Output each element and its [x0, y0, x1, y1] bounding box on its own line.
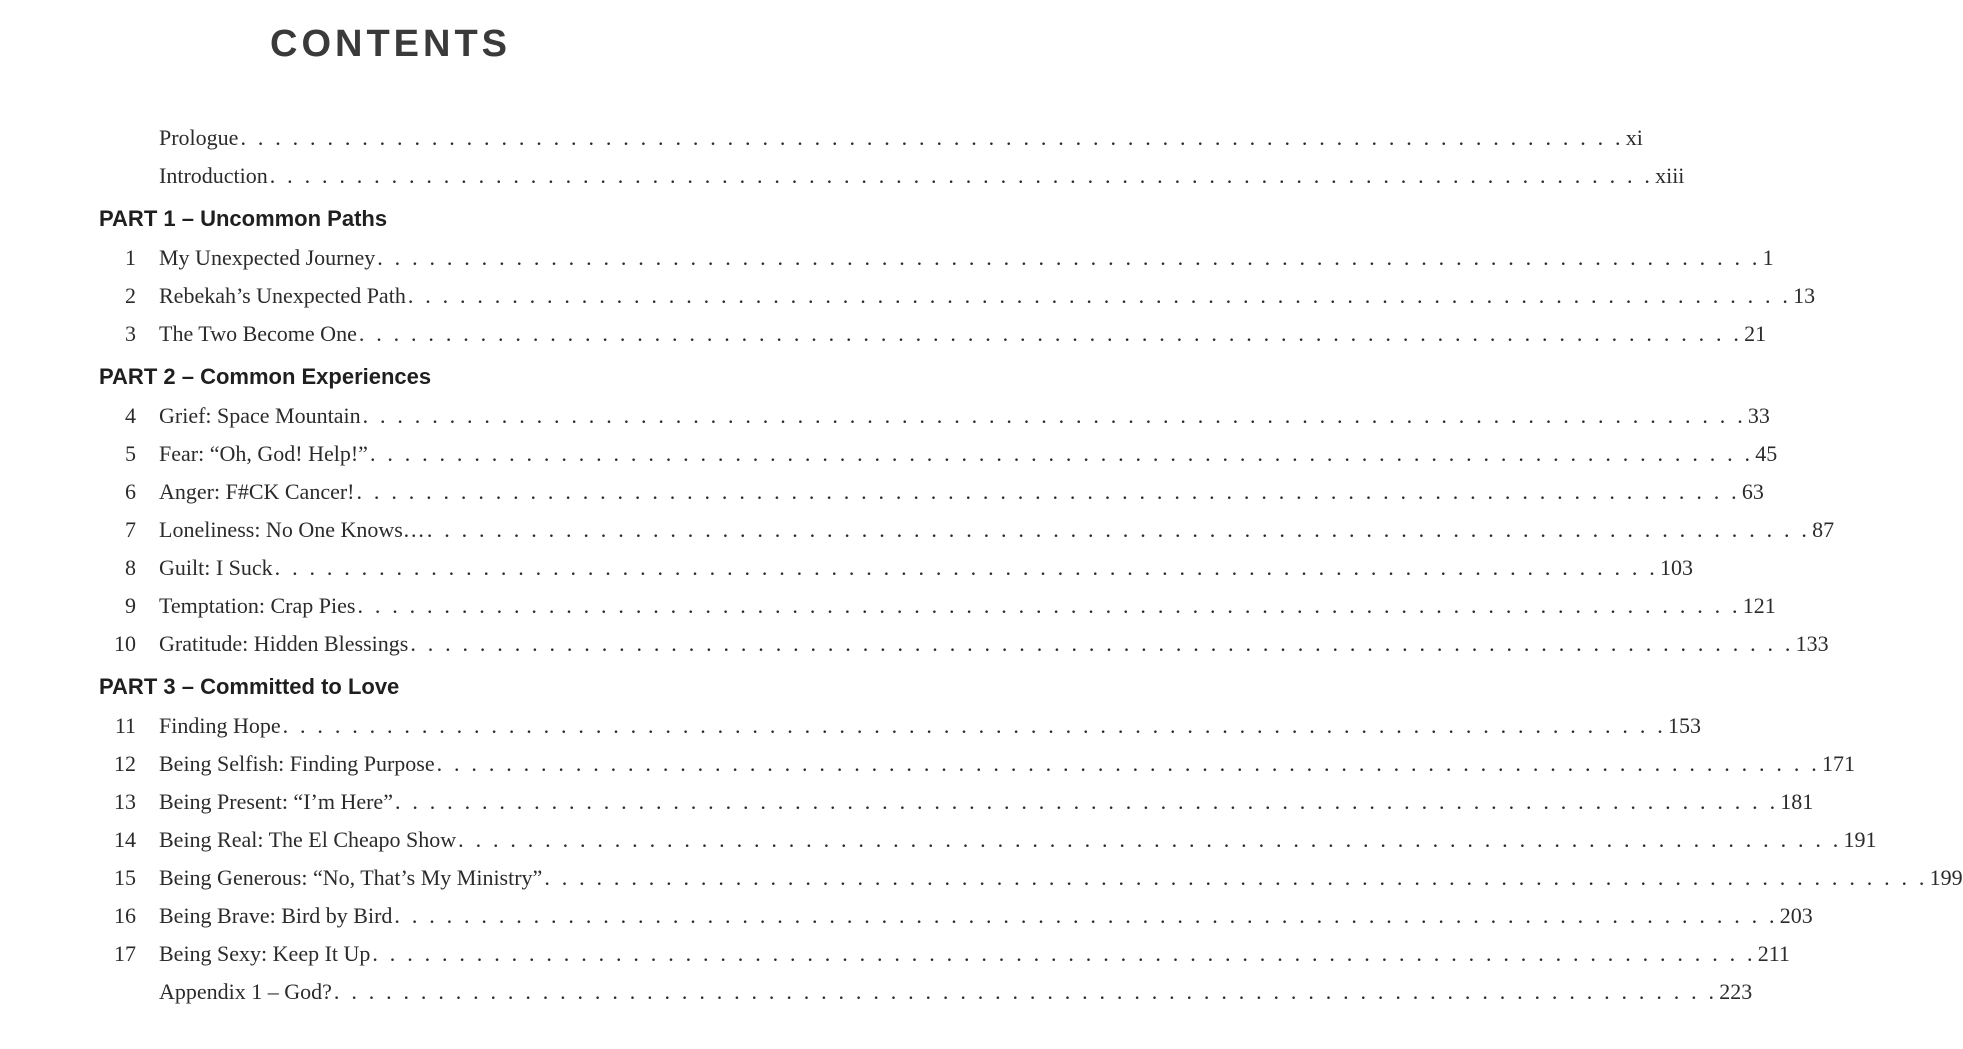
chapter-number: 5 — [125, 441, 136, 466]
toc-entry[interactable] — [0, 587, 1776, 625]
chapter-number: 17 — [114, 941, 136, 966]
chapter-title: Being Sexy: Keep It Up — [159, 941, 371, 966]
toc-entry[interactable] — [0, 549, 1693, 587]
toc-entry-line — [159, 479, 1764, 505]
chapter-number: 15 — [114, 865, 136, 890]
chapter-number: 9 — [125, 593, 136, 618]
page-number: 33 — [1747, 403, 1770, 428]
toc-entry[interactable] — [0, 119, 1643, 157]
dot-leader: . . . . . . . . . . . . . . . . . . . . . . . . . . . . . . . . . . . . . . . . . . . . . . . . . . . . . . . . . . . . . . . . . . . . . . . . . . . . . . . . — [410, 631, 1794, 656]
toc-entry[interactable] — [0, 897, 1813, 935]
toc-entry-line — [159, 979, 1753, 1005]
toc-entry-line — [159, 125, 1643, 151]
dot-leader: . . . . . . . . . . . . . . . . . . . . . . . . . . . . . . . . . . . . . . . . . . . . . . . . . . . . . . . . . . . . . . . . . . . . . . . . . . . . . . . . — [544, 865, 1928, 890]
toc-entry-line — [159, 789, 1814, 815]
toc-entry-line — [159, 827, 1877, 853]
chapter-number: 10 — [114, 631, 136, 656]
chapter-title: The Two Become One — [159, 321, 357, 346]
chapter-title: Loneliness: No One Knows… — [159, 517, 425, 542]
toc-entry[interactable] — [0, 397, 1770, 435]
dot-leader: . . . . . . . . . . . . . . . . . . . . . . . . . . . . . . . . . . . . . . . . . . . . . . . . . . . . . . . . . . . . . . . . . . . . . . . . . . . . . . . . — [274, 555, 1658, 580]
toc-entry-line — [159, 593, 1776, 619]
part-heading-row — [0, 195, 781, 239]
dot-leader: . . . . . . . . . . . . . . . . . . . . . . . . . . . . . . . . . . . . . . . . . . . . . . . . . . . . . . . . . . . . . . . . . . . . . . . . . . . . . . . . — [333, 979, 1718, 1004]
dot-leader: . . . . . . . . . . . . . . . . . . . . . . . . . . . . . . . . . . . . . . . . . . . . . . . . . . . . . . . . . . . . . . . . . . . . . . . . . . . . . . . . — [426, 517, 1811, 542]
toc-entry[interactable] — [0, 745, 1855, 783]
chapter-number: 1 — [125, 245, 136, 270]
page-number: 181 — [1780, 789, 1814, 814]
chapter-number: 8 — [125, 555, 136, 580]
dot-leader: . . . . . . . . . . . . . . . . . . . . . . . . . . . . . . . . . . . . . . . . . . . . . . . . . . . . . . . . . . . . . . . . . . . . . . . . . . . . . . . . — [362, 403, 1746, 428]
chapter-title: Finding Hope — [159, 713, 281, 738]
part-heading: PART 3 – Committed to Love — [99, 674, 400, 699]
chapter-title: My Unexpected Journey — [159, 245, 376, 270]
dot-leader: . . . . . . . . . . . . . . . . . . . . . . . . . . . . . . . . . . . . . . . . . . . . . . . . . . . . . . . . . . . . . . . . . . . . . . . . . . . . . . . . — [269, 163, 1654, 188]
chapter-title: Rebekah’s Unexpected Path — [159, 283, 406, 308]
chapter-title: Appendix 1 – God? — [159, 979, 332, 1004]
dot-leader: . . . . . . . . . . . . . . . . . . . . . . . . . . . . . . . . . . . . . . . . . . . . . . . . . . . . . . . . . . . . . . . . . . . . . . . . . . . . . . . . — [240, 125, 1624, 150]
dot-leader: . . . . . . . . . . . . . . . . . . . . . . . . . . . . . . . . . . . . . . . . . . . . . . . . . . . . . . . . . . . . . . . . . . . . . . . . . . . . . . . . — [377, 245, 1761, 270]
chapter-title: Being Present: “I’m Here” — [159, 789, 393, 814]
page-number: 199 — [1929, 865, 1963, 890]
page-number: 103 — [1659, 555, 1693, 580]
page-number: xiii — [1655, 163, 1685, 188]
page-number: 153 — [1667, 713, 1701, 738]
chapter-title: Temptation: Crap Pies — [159, 593, 356, 618]
chapter-number: 3 — [125, 321, 136, 346]
chapter-title: Prologue — [159, 125, 239, 150]
page-title: CONTENTS — [270, 23, 511, 65]
chapter-title: Fear: “Oh, God! Help!” — [159, 441, 368, 466]
page-number: 171 — [1821, 751, 1855, 776]
toc-entry[interactable] — [0, 239, 1774, 277]
part-heading: PART 1 – Uncommon Paths — [99, 206, 388, 231]
dot-leader: . . . . . . . . . . . . . . . . . . . . . . . . . . . . . . . . . . . . . . . . . . . . . . . . . . . . . . . . . . . . . . . . . . . . . . . . . . . . . . . . — [436, 751, 1820, 776]
chapter-number: 12 — [114, 751, 136, 776]
toc-entry[interactable] — [0, 935, 1790, 973]
toc-entry[interactable] — [0, 277, 1816, 315]
toc-entry-line — [159, 713, 1701, 739]
chapter-title: Being Selfish: Finding Purpose — [159, 751, 435, 776]
chapter-number: 4 — [125, 403, 136, 428]
chapter-number: 16 — [114, 903, 136, 928]
toc-entry[interactable] — [0, 821, 1877, 859]
page-number: 63 — [1741, 479, 1764, 504]
page-number: 203 — [1779, 903, 1813, 928]
chapter-title: Being Brave: Bird by Bird — [159, 903, 393, 928]
toc-entry-line — [159, 865, 1963, 891]
chapter-title: Being Generous: “No, That’s My Ministry” — [159, 865, 543, 890]
toc-entry-line — [159, 403, 1770, 429]
toc-entry[interactable] — [0, 511, 1835, 549]
toc-entry-line — [159, 631, 1829, 657]
chapter-title: Grief: Space Mountain — [159, 403, 361, 428]
chapter-title: Anger: F#CK Cancer! — [159, 479, 355, 504]
dot-leader: . . . . . . . . . . . . . . . . . . . . . . . . . . . . . . . . . . . . . . . . . . . . . . . . . . . . . . . . . . . . . . . . . . . . . . . . . . . . . . . . — [357, 593, 1741, 618]
part-heading: PART 2 – Common Experiences — [99, 364, 432, 389]
toc-entry-line — [159, 517, 1835, 543]
chapter-number: 14 — [114, 827, 136, 852]
chapter-number: 2 — [125, 283, 136, 308]
page-number: 87 — [1812, 517, 1835, 542]
toc-entry[interactable] — [0, 435, 1778, 473]
toc-entry-line — [159, 903, 1813, 929]
chapter-number: 7 — [125, 517, 136, 542]
toc-entry-line — [159, 555, 1693, 581]
toc-entry[interactable] — [0, 315, 1767, 353]
page-number: 13 — [1793, 283, 1816, 308]
page-number: 133 — [1795, 631, 1829, 656]
dot-leader: . . . . . . . . . . . . . . . . . . . . . . . . . . . . . . . . . . . . . . . . . . . . . . . . . . . . . . . . . . . . . . . . . . . . . . . . . . . . . . . . — [407, 283, 1792, 308]
toc-entry[interactable] — [0, 473, 1764, 511]
page-number: 211 — [1757, 941, 1790, 966]
toc-entry-line — [159, 163, 1685, 189]
chapter-number: 13 — [114, 789, 136, 814]
page-number: 191 — [1843, 827, 1877, 852]
part-heading-row — [0, 353, 781, 397]
toc-entry[interactable] — [0, 157, 1685, 195]
page-number: xi — [1625, 125, 1643, 150]
chapter-title: Being Real: The El Cheapo Show — [159, 827, 457, 852]
toc-entry-line — [159, 245, 1774, 271]
dot-leader: . . . . . . . . . . . . . . . . . . . . . . . . . . . . . . . . . . . . . . . . . . . . . . . . . . . . . . . . . . . . . . . . . . . . . . . . . . . . . . . . — [358, 321, 1743, 346]
dot-leader: . . . . . . . . . . . . . . . . . . . . . . . . . . . . . . . . . . . . . . . . . . . . . . . . . . . . . . . . . . . . . . . . . . . . . . . . . . . . . . . . — [372, 941, 1756, 966]
part-heading-row — [0, 663, 781, 707]
toc-entry-line — [159, 283, 1816, 309]
chapter-number: 6 — [125, 479, 136, 504]
chapter-title: Gratitude: Hidden Blessings — [159, 631, 409, 656]
dot-leader: . . . . . . . . . . . . . . . . . . . . . . . . . . . . . . . . . . . . . . . . . . . . . . . . . . . . . . . . . . . . . . . . . . . . . . . . . . . . . . . . — [282, 713, 1666, 738]
toc-entry[interactable] — [0, 783, 1814, 821]
toc-entry-line — [159, 941, 1790, 967]
page-number: 45 — [1755, 441, 1778, 466]
toc-entry[interactable] — [0, 625, 1829, 663]
chapter-number: 11 — [114, 713, 136, 738]
toc-entry[interactable] — [0, 973, 1753, 1011]
toc-entry[interactable] — [0, 859, 1963, 897]
chapter-title: Guilt: I Suck — [159, 555, 273, 580]
toc-entry-line — [159, 441, 1778, 467]
table-of-contents — [0, 119, 1963, 1011]
dot-leader: . . . . . . . . . . . . . . . . . . . . . . . . . . . . . . . . . . . . . . . . . . . . . . . . . . . . . . . . . . . . . . . . . . . . . . . . . . . . . . . . — [356, 479, 1740, 504]
toc-entry-line — [159, 321, 1767, 347]
dot-leader: . . . . . . . . . . . . . . . . . . . . . . . . . . . . . . . . . . . . . . . . . . . . . . . . . . . . . . . . . . . . . . . . . . . . . . . . . . . . . . . . — [369, 441, 1754, 466]
page-number: 21 — [1744, 321, 1767, 346]
page-number: 121 — [1742, 593, 1776, 618]
page-number: 1 — [1762, 245, 1774, 270]
page-number: 223 — [1719, 979, 1753, 1004]
dot-leader: . . . . . . . . . . . . . . . . . . . . . . . . . . . . . . . . . . . . . . . . . . . . . . . . . . . . . . . . . . . . . . . . . . . . . . . . . . . . . . . . — [394, 903, 1778, 928]
dot-leader: . . . . . . . . . . . . . . . . . . . . . . . . . . . . . . . . . . . . . . . . . . . . . . . . . . . . . . . . . . . . . . . . . . . . . . . . . . . . . . . . — [394, 789, 1779, 814]
chapter-title: Introduction — [159, 163, 268, 188]
dot-leader: . . . . . . . . . . . . . . . . . . . . . . . . . . . . . . . . . . . . . . . . . . . . . . . . . . . . . . . . . . . . . . . . . . . . . . . . . . . . . . . . — [458, 827, 1842, 852]
toc-entry-line — [159, 751, 1855, 777]
toc-entry[interactable] — [0, 707, 1701, 745]
